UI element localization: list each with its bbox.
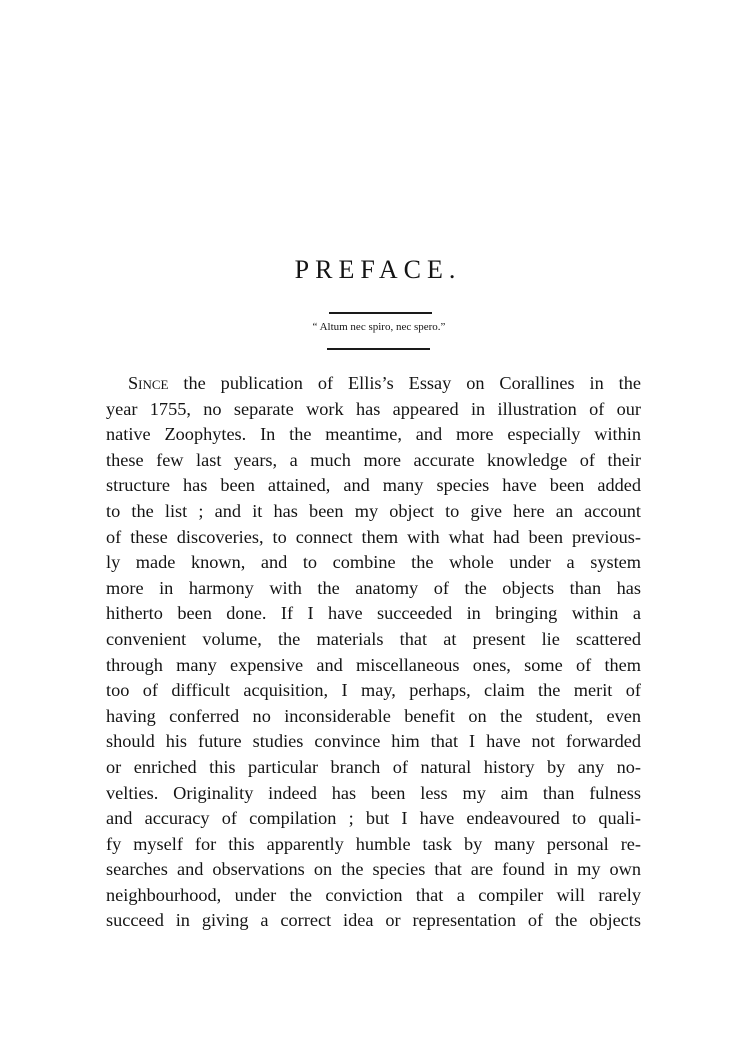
ornamental-rule-top bbox=[329, 312, 432, 314]
text-line: should his future studies convince him that I have not forwarded bbox=[106, 731, 641, 752]
text-line: year 1755, no separate work has appeared in illustration of our bbox=[106, 398, 641, 419]
preface-paragraph bbox=[106, 371, 641, 934]
text-line: neighbourhood, under the conviction that a compiler will rarely bbox=[106, 884, 641, 905]
text-line: to the list ; and it has been my object to give here an account bbox=[106, 500, 641, 521]
drop-word: Since bbox=[128, 373, 169, 393]
motto-epigraph: “ Altum nec spiro, nec spero.” bbox=[312, 321, 446, 333]
text-line: these few last years, a much more accurate knowledge of their bbox=[106, 449, 641, 470]
page-title: PREFACE. bbox=[294, 255, 462, 284]
text-line: of these discoveries, to connect them with what had been previous- bbox=[106, 526, 641, 547]
text-line: or enriched this particular branch of natural history by any no- bbox=[106, 756, 641, 777]
text-line: native Zoophytes. In the meantime, and more especially within bbox=[106, 424, 641, 445]
text-line: through many expensive and miscellaneous ones, some of them bbox=[106, 654, 641, 675]
text-line: hitherto been done. If I have succeeded in bringing within a bbox=[106, 603, 641, 624]
ornamental-rule-bottom bbox=[327, 348, 430, 350]
text-line: succeed in giving a correct idea or representation of the objects bbox=[106, 910, 641, 931]
text-line-first bbox=[106, 371, 641, 397]
text-line: too of difficult acquisition, I may, perhaps, claim the merit of bbox=[106, 680, 641, 701]
text-line: structure has been attained, and many species have been added bbox=[106, 475, 641, 496]
text-line-content: the publication of Ellis’s Essay on Corallines in the bbox=[168, 373, 641, 393]
text-line: velties. Originality indeed has been less my aim than fulness bbox=[106, 782, 641, 803]
text-line: having conferred no inconsiderable benefit on the student, even bbox=[106, 705, 641, 726]
text-line: fy myself for this apparently humble task by many personal re- bbox=[106, 833, 641, 854]
text-line: and accuracy of compilation ; but I have endeavoured to quali- bbox=[106, 808, 641, 829]
text-line: ly made known, and to combine the whole under a system bbox=[106, 552, 641, 573]
text-line: more in harmony with the anatomy of the objects than has bbox=[106, 577, 641, 598]
text-line: convenient volume, the materials that at present lie scattered bbox=[106, 628, 641, 649]
text-line: searches and observations on the species that are found in my own bbox=[106, 859, 641, 880]
